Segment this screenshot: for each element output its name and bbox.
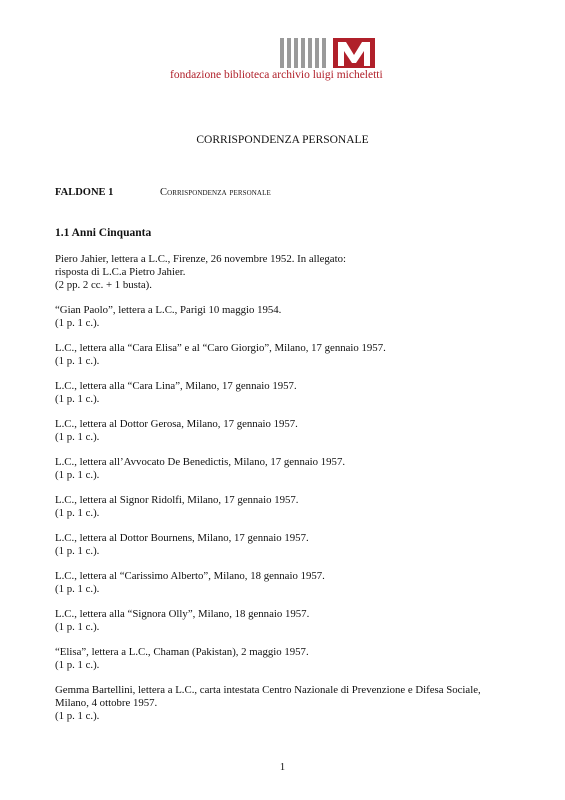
entry-line: (1 p. 1 c.). [55, 431, 100, 443]
list-item [55, 532, 525, 558]
list-item [55, 253, 525, 292]
entry-line: (1 p. 1 c.). [55, 393, 100, 405]
entry-line: Piero Jahier, lettera a L.C., Firenze, 26 novembre 1952. In allegato: [55, 253, 346, 265]
entry-line: (1 p. 1 c.). [55, 507, 100, 519]
entry-line: Gemma Bartellini, lettera a L.C., carta intestata Centro Nazionale di Prevenzione e Difesa Sociale, [55, 684, 481, 696]
list-item [55, 380, 525, 406]
entry-line: (1 p. 1 c.). [55, 659, 100, 671]
entry-line: “Gian Paolo”, lettera a L.C., Parigi 10 maggio 1954. [55, 304, 282, 316]
entry-line: (2 pp. 2 cc. + 1 busta). [55, 279, 152, 291]
entry-line: L.C., lettera al “Carissimo Alberto”, Milano, 18 gennaio 1957. [55, 570, 325, 582]
list-item [55, 304, 525, 330]
entry-line: L.C., lettera alla “Signora Olly”, Milano, 18 gennaio 1957. [55, 608, 310, 620]
entry-line: Milano, 4 ottobre 1957. [55, 697, 158, 709]
entry-line: (1 p. 1 c.). [55, 621, 100, 633]
entry-line: (1 p. 1 c.). [55, 710, 100, 722]
document-title: CORRISPONDENZA PERSONALE [196, 134, 369, 146]
list-item [55, 684, 525, 723]
entries-list [55, 253, 525, 735]
list-item [55, 570, 525, 596]
list-item [55, 418, 525, 444]
page-number: 1 [279, 762, 286, 773]
list-item [55, 494, 525, 520]
entry-line: (1 p. 1 c.). [55, 317, 100, 329]
list-item [55, 646, 525, 672]
organization-name: fondazione biblioteca archivio luigi micheletti [170, 69, 383, 81]
entry-line: (1 p. 1 c.). [55, 583, 100, 595]
entry-line: L.C., lettera alla “Cara Lina”, Milano, 17 gennaio 1957. [55, 380, 297, 392]
faldone-subtitle: Corrispondenza personale [160, 187, 271, 198]
section-heading: 1.1 Anni Cinquanta [55, 227, 152, 239]
entry-line: “Elisa”, lettera a L.C., Chaman (Pakistan), 2 maggio 1957. [55, 646, 309, 658]
entry-line: L.C., lettera al Signor Ridolfi, Milano, 17 gennaio 1957. [55, 494, 299, 506]
entry-line: L.C., lettera alla “Cara Elisa” e al “Caro Giorgio”, Milano, 17 gennaio 1957. [55, 342, 386, 354]
entry-line: (1 p. 1 c.). [55, 469, 100, 481]
foundation-logo [280, 38, 380, 68]
faldone-label: FALDONE 1 [55, 187, 114, 198]
entry-line: risposta di L.C.a Pietro Jahier. [55, 266, 186, 278]
list-item [55, 608, 525, 634]
entry-line: (1 p. 1 c.). [55, 545, 100, 557]
list-item [55, 342, 525, 368]
entry-line: L.C., lettera al Dottor Bournens, Milano, 17 gennaio 1957. [55, 532, 309, 544]
logo-mark-icon [280, 38, 380, 68]
list-item [55, 456, 525, 482]
entry-line: (1 p. 1 c.). [55, 355, 100, 367]
entry-line: L.C., lettera all’Avvocato De Benedictis, Milano, 17 gennaio 1957. [55, 456, 346, 468]
entry-line: L.C., lettera al Dottor Gerosa, Milano, 17 gennaio 1957. [55, 418, 298, 430]
